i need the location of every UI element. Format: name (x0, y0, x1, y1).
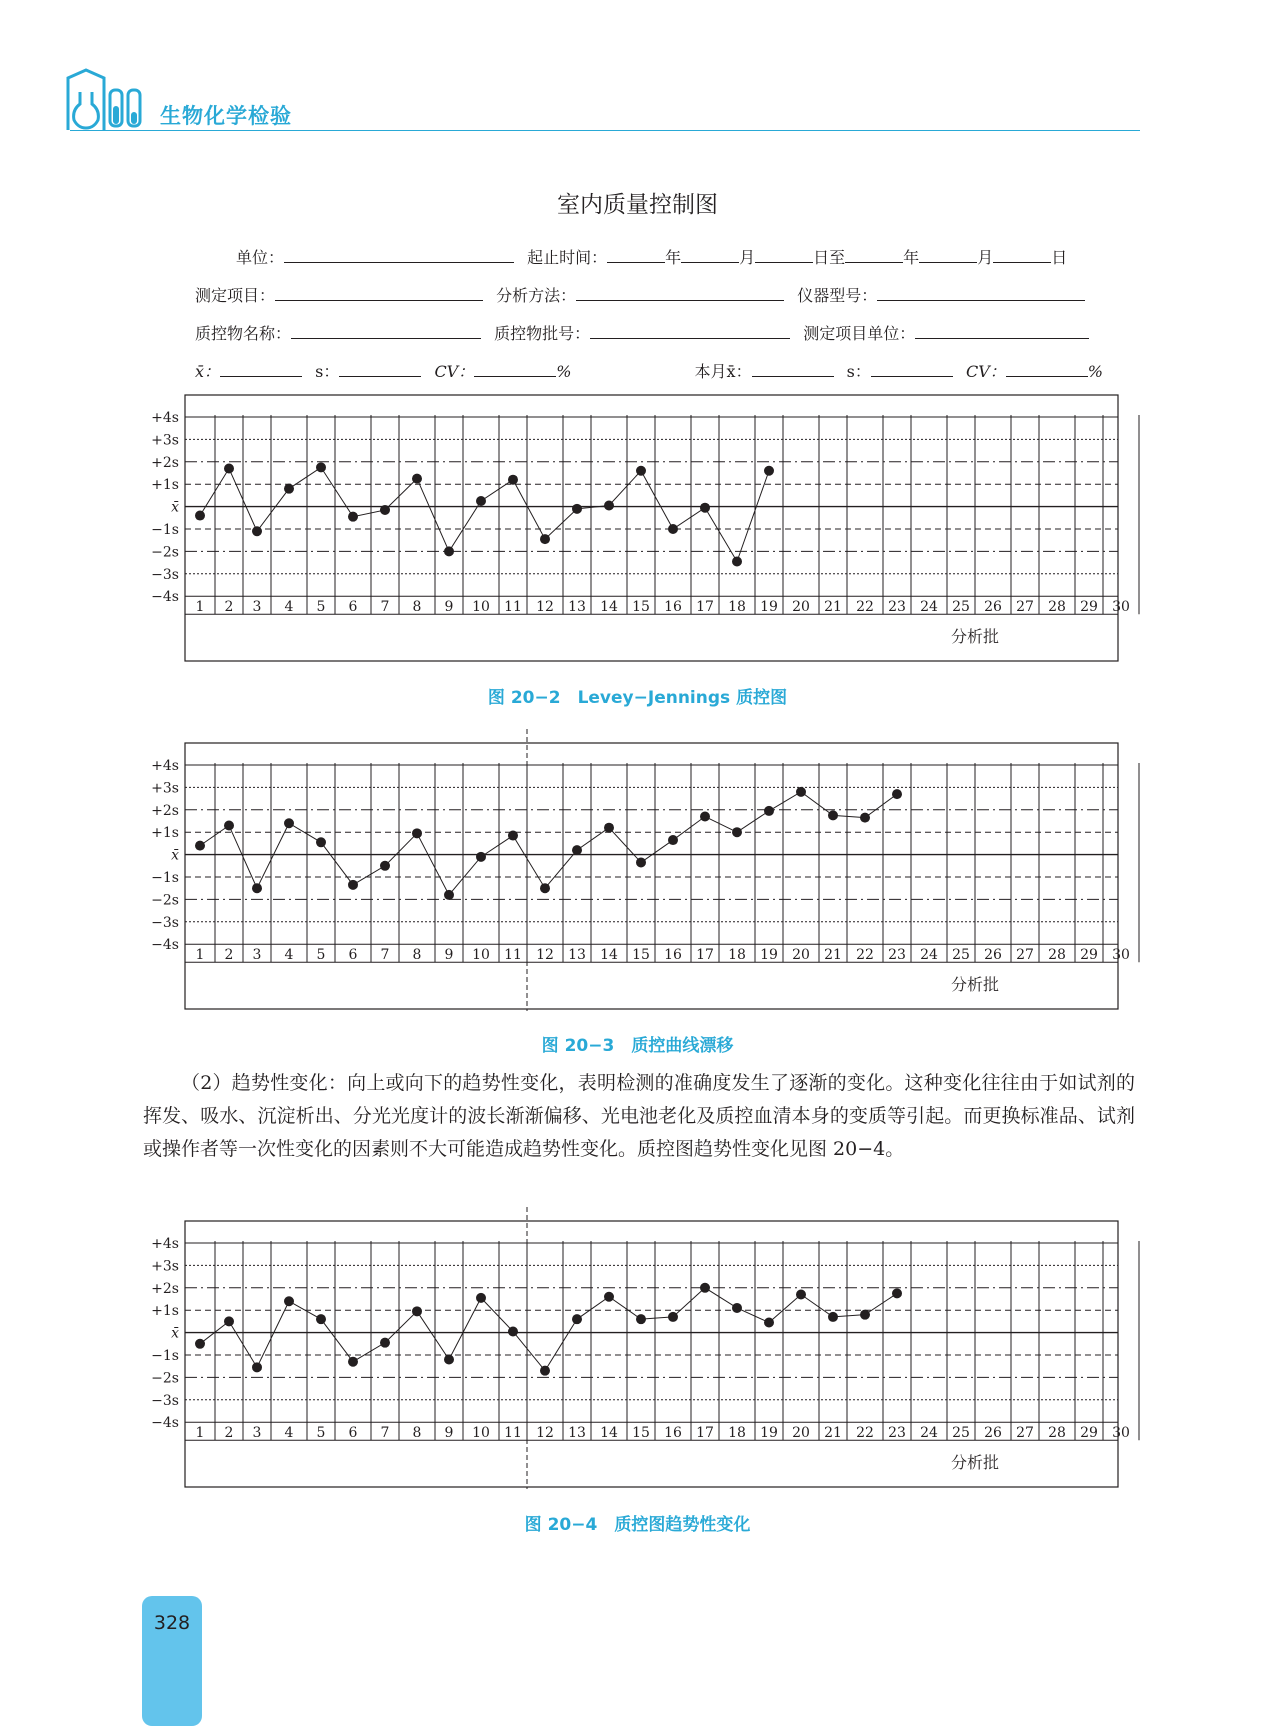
y-tick-label: x̄ (171, 847, 179, 864)
x-tick-label: 6 (348, 947, 358, 964)
x-axis-label: 分析批 (950, 975, 1000, 995)
cv-blank (474, 362, 556, 377)
data-point (604, 823, 614, 833)
data-point (380, 861, 390, 871)
start-day-blank (755, 248, 813, 263)
x-tick-label: 17 (696, 1425, 714, 1442)
start-year-blank (607, 248, 665, 263)
data-point (252, 1362, 262, 1372)
y-tick-label: −3s (151, 566, 179, 583)
x-tick-label: 9 (444, 947, 454, 964)
end-year-label: 年 (903, 248, 920, 267)
qc-trend-chart (0, 1218, 1275, 1498)
x-tick-label: 9 (444, 1425, 454, 1442)
data-point (195, 1339, 205, 1349)
x-tick-label: 14 (600, 1425, 618, 1442)
data-point (700, 812, 710, 822)
figure-caption-20-4: 图 20−4 质控图趋势性变化 (524, 1515, 751, 1535)
data-point (252, 883, 262, 893)
x-tick-label: 1 (195, 599, 205, 616)
start-month-label: 月 (739, 248, 756, 267)
data-point (348, 512, 358, 522)
x-tick-label: 22 (856, 947, 874, 964)
x-tick-label: 4 (284, 599, 294, 616)
data-point (540, 1366, 550, 1376)
data-point (700, 1283, 710, 1293)
x-tick-label: 8 (412, 599, 422, 616)
month-mean-label: 本月x̄： (694, 362, 752, 381)
x-tick-label: 22 (856, 1425, 874, 1442)
x-tick-label: 16 (664, 947, 682, 964)
x-tick-label: 13 (568, 1425, 586, 1442)
y-tick-label: +1s (151, 825, 179, 842)
x-tick-label: 11 (504, 1425, 522, 1442)
x-tick-label: 14 (600, 947, 618, 964)
y-tick-label: −4s (151, 1415, 179, 1432)
x-tick-label: 8 (412, 1425, 422, 1442)
data-point (892, 1288, 902, 1298)
data-point (636, 857, 646, 867)
x-tick-label: 28 (1048, 599, 1066, 616)
y-tick-label: +4s (151, 1236, 179, 1252)
x-tick-label: 5 (316, 599, 326, 616)
y-tick-label: −2s (151, 892, 179, 909)
y-tick-label: +1s (151, 477, 179, 494)
x-tick-label: 4 (284, 947, 294, 964)
data-point (476, 496, 486, 506)
x-tick-label: 21 (824, 947, 842, 964)
data-point (380, 505, 390, 515)
start-year-label: 年 (665, 248, 682, 267)
x-tick-label: 24 (920, 1425, 938, 1442)
data-point (284, 1296, 294, 1306)
x-tick-label: 12 (536, 947, 554, 964)
x-tick-label: 2 (224, 599, 234, 616)
data-point (540, 883, 550, 893)
x-tick-label: 13 (568, 599, 586, 616)
sd-label: s： (315, 362, 340, 381)
period-label: 起止时间： (527, 248, 608, 267)
figure-caption-20-2: 图 20−2 Levey−Jennings 质控图 (487, 688, 788, 708)
data-point (224, 820, 234, 830)
x-tick-label: 2 (224, 947, 234, 964)
qc-drift-chart (0, 740, 1275, 1020)
x-tick-label: 4 (284, 1425, 294, 1442)
x-tick-label: 18 (728, 599, 746, 616)
x-tick-label: 2 (224, 1425, 234, 1442)
page-number: 328 (153, 1612, 191, 1634)
cv-label: CV： (434, 362, 475, 381)
x-tick-label: 5 (316, 1425, 326, 1442)
chart-frame (185, 1221, 1118, 1487)
method-label: 分析方法： (496, 286, 577, 305)
data-point (476, 852, 486, 862)
data-point (572, 1314, 582, 1324)
data-point (732, 1303, 742, 1313)
data-point (636, 1314, 646, 1324)
cv-percent: % (556, 362, 572, 381)
series-line (200, 792, 897, 895)
y-tick-label: +2s (151, 1280, 179, 1297)
x-tick-label: 21 (824, 599, 842, 616)
x-tick-label: 27 (1016, 599, 1034, 616)
end-year-blank (845, 248, 903, 263)
item-unit-label: 测定项目单位： (803, 324, 916, 343)
sd-blank (339, 362, 421, 377)
end-day-label: 日 (1051, 248, 1068, 267)
mean-label: x̄： (195, 362, 221, 381)
x-tick-label: 7 (380, 947, 390, 964)
y-tick-label: +4s (151, 410, 179, 426)
levey-jennings-chart (0, 392, 1275, 672)
x-tick-label: 26 (984, 599, 1002, 616)
x-tick-label: 15 (632, 947, 650, 964)
x-tick-label: 30 (1112, 599, 1130, 616)
y-tick-label: +1s (151, 1303, 179, 1320)
header-rule (70, 130, 1140, 131)
x-tick-label: 23 (888, 599, 906, 616)
series-line (200, 1288, 897, 1371)
x-tick-label: 5 (316, 947, 326, 964)
data-point (195, 511, 205, 521)
chart-frame (185, 743, 1118, 1009)
x-tick-label: 28 (1048, 1425, 1066, 1442)
x-tick-label: 29 (1080, 599, 1098, 616)
instrument-blank (877, 286, 1085, 301)
y-tick-label: −4s (151, 937, 179, 954)
end-month-label: 月 (977, 248, 994, 267)
data-point (700, 503, 710, 513)
form-row-material-lot (195, 321, 1089, 344)
x-tick-label: 7 (380, 1425, 390, 1442)
data-point (284, 818, 294, 828)
x-tick-label: 28 (1048, 947, 1066, 964)
x-tick-label: 22 (856, 599, 874, 616)
data-point (732, 556, 742, 566)
x-axis-label: 分析批 (950, 1453, 1000, 1473)
x-tick-label: 23 (888, 1425, 906, 1442)
start-month-blank (681, 248, 739, 263)
x-tick-label: 10 (472, 1425, 490, 1442)
x-tick-label: 27 (1016, 1425, 1034, 1442)
month-sd-blank (871, 362, 953, 377)
method-blank (576, 286, 784, 301)
x-axis-label: 分析批 (950, 627, 1000, 647)
x-tick-label: 30 (1112, 947, 1130, 964)
data-point (668, 1312, 678, 1322)
month-cv-label: CV： (965, 362, 1006, 381)
month-mean-blank (752, 362, 834, 377)
data-point (604, 1292, 614, 1302)
data-point (828, 1312, 838, 1322)
x-tick-label: 19 (760, 1425, 778, 1442)
x-tick-label: 11 (504, 599, 522, 616)
x-tick-label: 29 (1080, 1425, 1098, 1442)
x-tick-label: 7 (380, 599, 390, 616)
x-tick-label: 23 (888, 947, 906, 964)
data-point (195, 841, 205, 851)
data-point (732, 827, 742, 837)
y-tick-label: +4s (151, 758, 179, 774)
data-point (348, 880, 358, 890)
x-tick-label: 6 (348, 1425, 358, 1442)
x-tick-label: 3 (252, 1425, 262, 1442)
data-point (316, 1314, 326, 1324)
end-day-blank (993, 248, 1051, 263)
x-tick-label: 16 (664, 1425, 682, 1442)
x-tick-label: 1 (195, 1425, 205, 1442)
end-month-blank (919, 248, 977, 263)
y-tick-label: −4s (151, 589, 179, 606)
x-tick-label: 8 (412, 947, 422, 964)
data-point (668, 835, 678, 845)
x-tick-label: 20 (792, 1425, 810, 1442)
mean-blank (220, 362, 302, 377)
data-point (224, 1316, 234, 1326)
data-point (860, 813, 870, 823)
y-tick-label: +2s (151, 454, 179, 471)
data-point (476, 1293, 486, 1303)
data-point (412, 474, 422, 484)
x-tick-label: 25 (952, 599, 970, 616)
book-title: 生物化学检验 (160, 104, 292, 128)
x-tick-label: 10 (472, 599, 490, 616)
x-tick-label: 18 (728, 1425, 746, 1442)
x-tick-label: 14 (600, 599, 618, 616)
data-point (412, 1306, 422, 1316)
x-tick-label: 11 (504, 947, 522, 964)
lot-label: 质控物批号： (494, 324, 591, 343)
data-point (348, 1357, 358, 1367)
data-point (764, 1318, 774, 1328)
figure-caption-20-3: 图 20−3 质控曲线漂移 (541, 1036, 734, 1056)
x-tick-label: 18 (728, 947, 746, 964)
data-point (508, 1326, 518, 1336)
data-point (860, 1310, 870, 1320)
x-tick-label: 3 (252, 947, 262, 964)
flask-test-tube-icon (66, 68, 146, 132)
unit-blank (284, 248, 514, 263)
y-tick-label: −2s (151, 1370, 179, 1387)
unit-label: 单位： (236, 248, 285, 267)
data-point (668, 524, 678, 534)
data-point (444, 546, 454, 556)
x-tick-label: 6 (348, 599, 358, 616)
x-tick-label: 19 (760, 599, 778, 616)
y-tick-label: x̄ (171, 499, 179, 516)
data-point (796, 787, 806, 797)
data-point (572, 845, 582, 855)
item-unit-blank (915, 324, 1089, 339)
y-tick-label: +2s (151, 802, 179, 819)
data-point (828, 810, 838, 820)
data-point (508, 831, 518, 841)
data-point (764, 466, 774, 476)
month-sd-label: s： (846, 362, 871, 381)
x-tick-label: 25 (952, 947, 970, 964)
x-tick-label: 21 (824, 1425, 842, 1442)
x-tick-label: 1 (195, 947, 205, 964)
x-tick-label: 26 (984, 1425, 1002, 1442)
x-tick-label: 26 (984, 947, 1002, 964)
y-tick-label: −3s (151, 1392, 179, 1409)
x-tick-label: 20 (792, 947, 810, 964)
data-point (412, 828, 422, 838)
data-point (316, 462, 326, 472)
x-tick-label: 13 (568, 947, 586, 964)
x-tick-label: 17 (696, 947, 714, 964)
x-tick-label: 27 (1016, 947, 1034, 964)
x-tick-label: 24 (920, 947, 938, 964)
x-tick-label: 15 (632, 1425, 650, 1442)
chart-frame (185, 395, 1118, 661)
form-row-statistics (195, 359, 1103, 382)
data-point (252, 526, 262, 536)
form-title: 室内质量控制图 (557, 192, 718, 218)
y-tick-label: −3s (151, 914, 179, 931)
data-point (224, 464, 234, 474)
data-point (284, 484, 294, 494)
x-tick-label: 29 (1080, 947, 1098, 964)
day-to-label: 日至 (813, 248, 846, 267)
x-tick-label: 19 (760, 947, 778, 964)
x-tick-label: 12 (536, 1425, 554, 1442)
form-row-unit-period (236, 245, 1067, 268)
month-cv-percent: % (1087, 362, 1103, 381)
y-tick-label: −1s (151, 870, 179, 886)
data-point (604, 500, 614, 510)
x-tick-label: 12 (536, 599, 554, 616)
data-point (764, 806, 774, 816)
data-point (508, 475, 518, 485)
y-tick-label: +3s (151, 432, 179, 449)
x-tick-label: 3 (252, 599, 262, 616)
y-tick-label: +3s (151, 780, 179, 797)
trend-paragraph (143, 1067, 1135, 1166)
x-tick-label: 9 (444, 599, 454, 616)
data-point (444, 890, 454, 900)
lot-blank (590, 324, 790, 339)
x-tick-label: 24 (920, 599, 938, 616)
x-tick-label: 17 (696, 599, 714, 616)
material-label: 质控物名称： (195, 324, 292, 343)
series-line (200, 467, 769, 561)
y-tick-label: x̄ (171, 1325, 179, 1342)
data-point (380, 1338, 390, 1348)
y-tick-label: −1s (151, 1348, 179, 1364)
month-cv-blank (1006, 362, 1088, 377)
paragraph-text: （2）趋势性变化：向上或向下的趋势性变化，表明检测的准确度发生了逐渐的变化。这种变化往往由于如试剂的挥发、吸水、沉淀析出、分光光度计的波长渐渐偏移、光电池老化及质控血清本身的变质等引起。而更换标准品、试剂或操作者等一次性变化的因素则不大可能造成趋势性变化。质控图趋势性变化见图 20−4。 (143, 1072, 1135, 1160)
y-tick-label: +3s (151, 1258, 179, 1275)
data-point (892, 789, 902, 799)
y-tick-label: −1s (151, 522, 179, 538)
x-tick-label: 20 (792, 599, 810, 616)
x-tick-label: 10 (472, 947, 490, 964)
x-tick-label: 15 (632, 599, 650, 616)
x-tick-label: 30 (1112, 1425, 1130, 1442)
data-point (572, 504, 582, 514)
x-tick-label: 25 (952, 1425, 970, 1442)
material-blank (291, 324, 481, 339)
data-point (636, 466, 646, 476)
data-point (796, 1290, 806, 1300)
instrument-label: 仪器型号： (797, 286, 878, 305)
item-blank (275, 286, 483, 301)
data-point (540, 534, 550, 544)
y-tick-label: −2s (151, 544, 179, 561)
x-tick-label: 16 (664, 599, 682, 616)
data-point (316, 837, 326, 847)
item-label: 测定项目： (195, 286, 276, 305)
form-row-item-method (195, 283, 1085, 306)
data-point (444, 1354, 454, 1364)
